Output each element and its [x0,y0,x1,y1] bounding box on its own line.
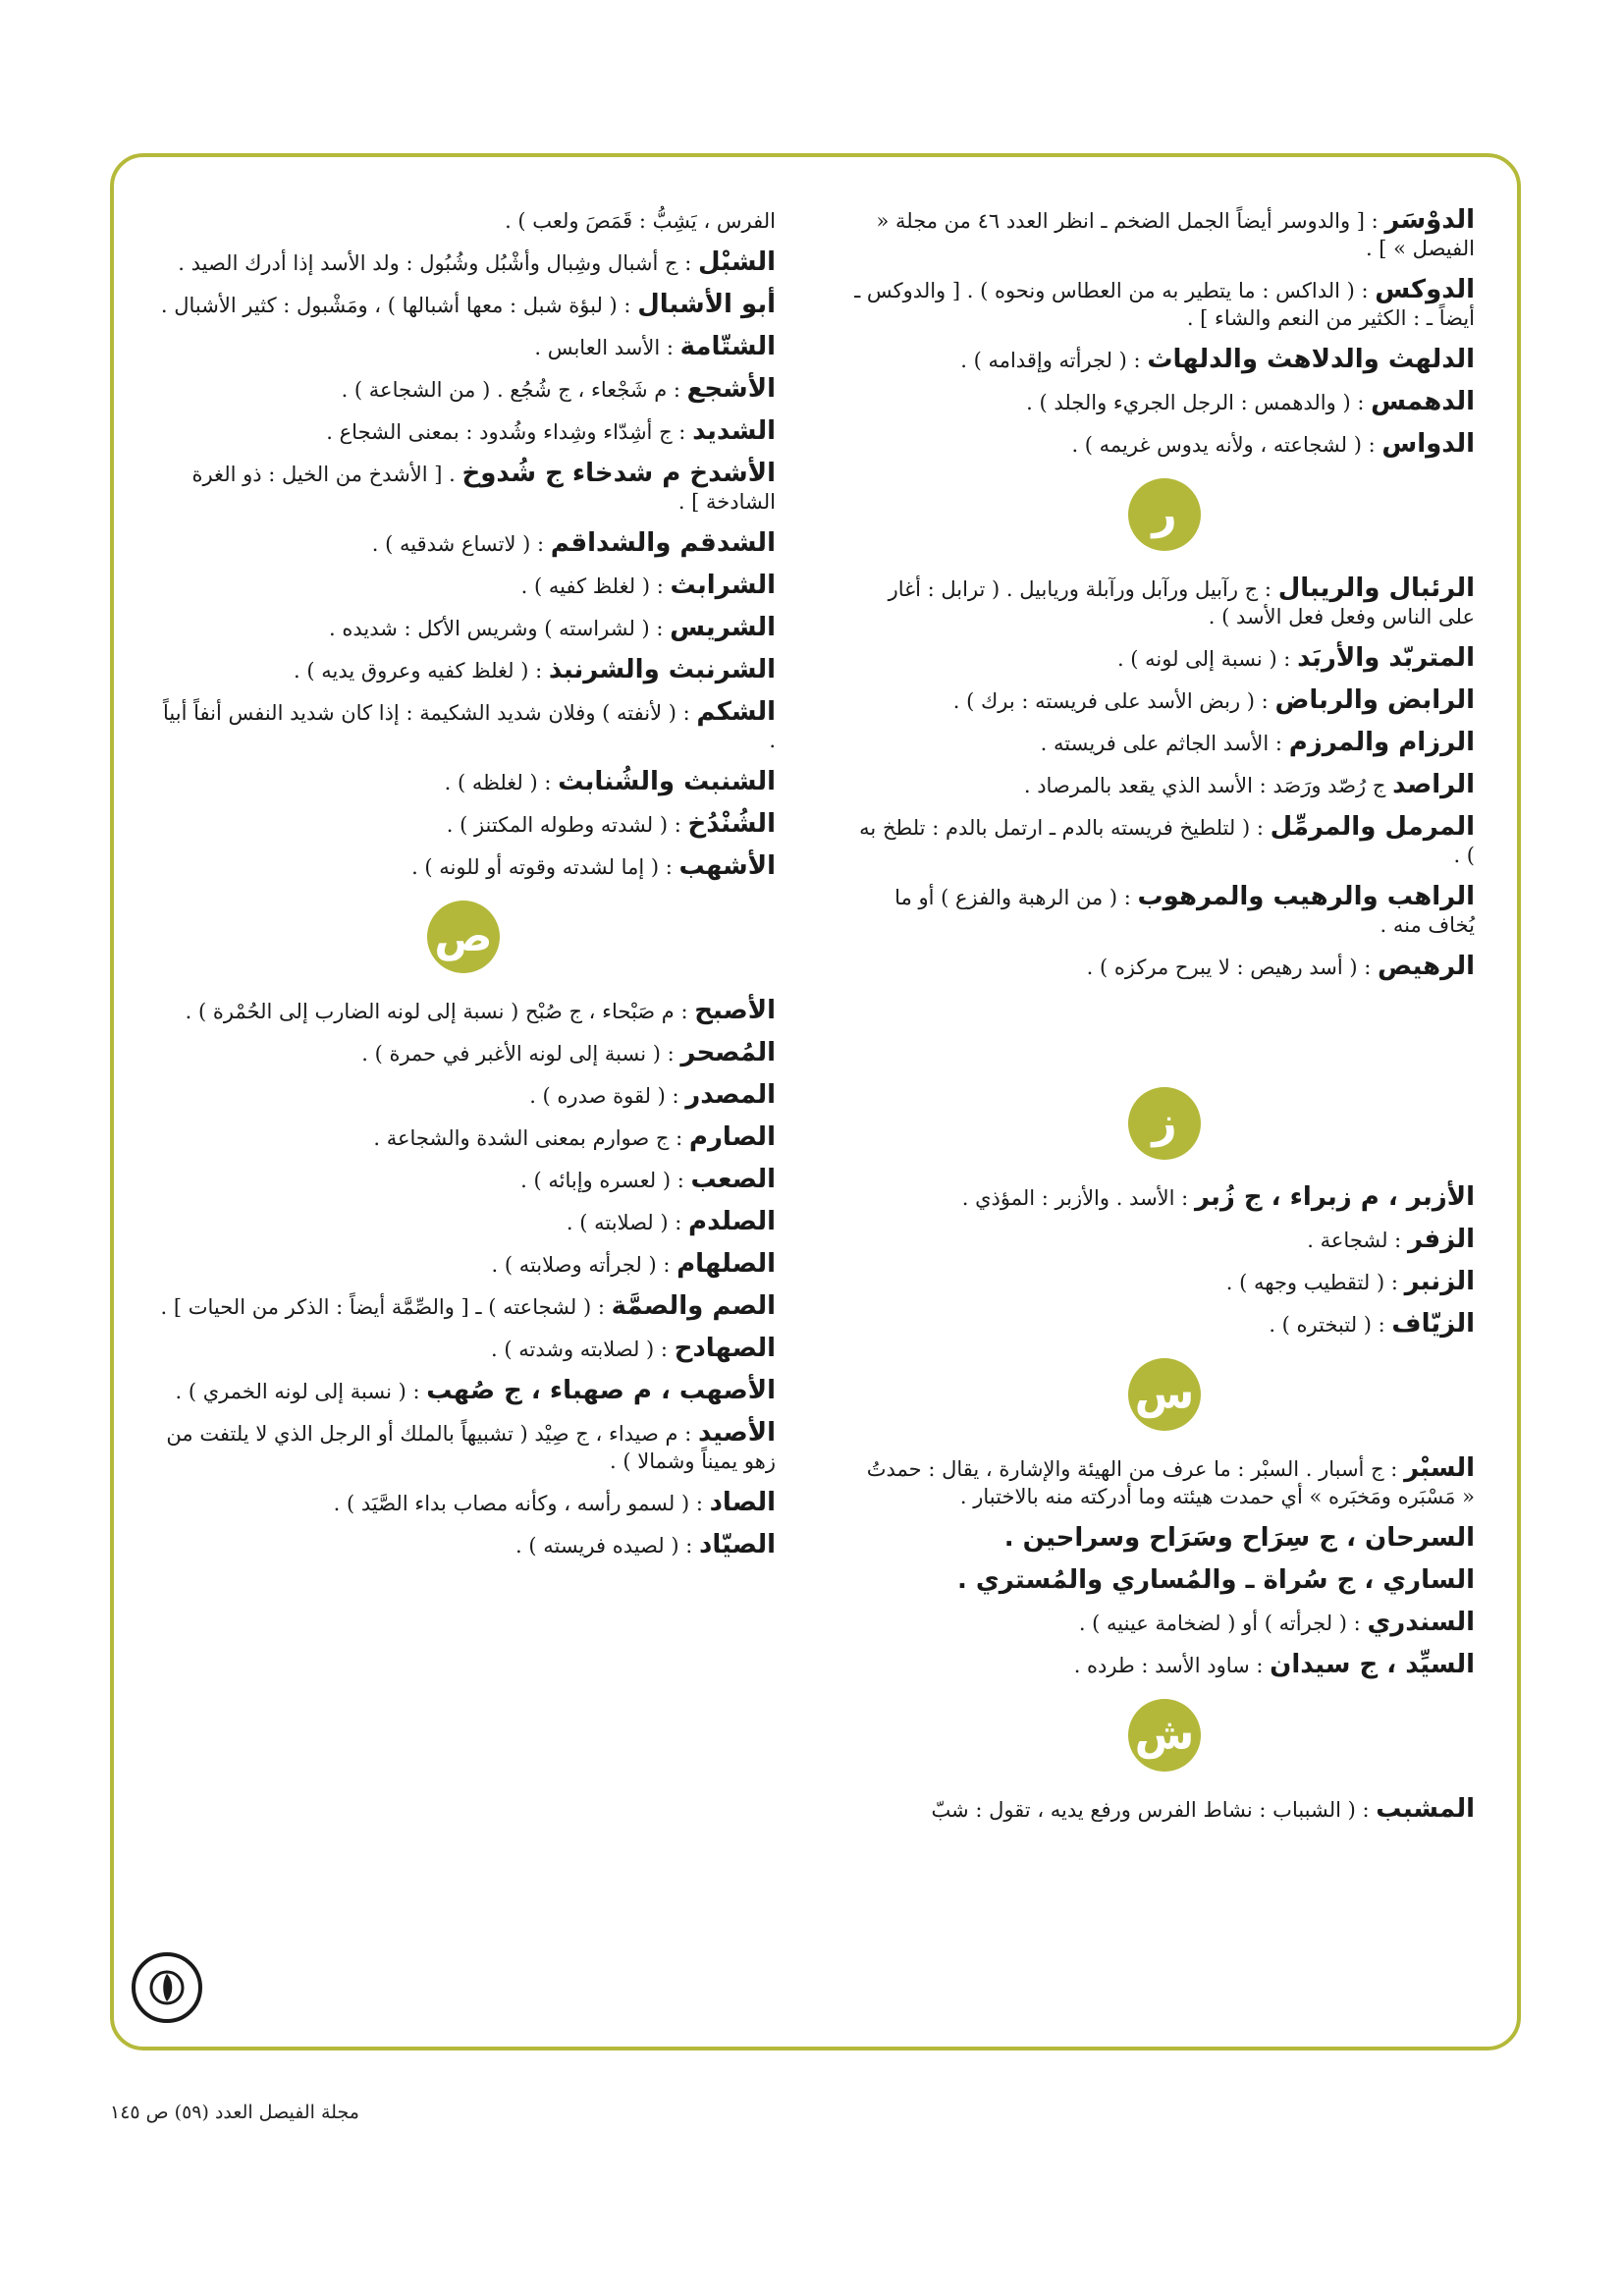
entry-definition: : ( نسبة إلى لونه ) . [1116,647,1291,671]
entry-term: الزنبر [1404,1267,1475,1296]
dictionary-entry [151,460,776,516]
entry-term: الشديد [692,416,776,446]
dictionary-entry [854,1183,1475,1212]
dictionary-entry [151,852,776,881]
dictionary-entry [854,1226,1475,1254]
entry-term: السرحان ، ج سِرَاح وسَرَاح وسراحين . [1003,1523,1475,1553]
entry-definition: : ( نسبة إلى لونه الخمري ) . [175,1380,420,1403]
dictionary-entry [151,206,776,235]
dictionary-entry [151,1531,776,1559]
entry-term: الشدقم والشداقم [550,528,776,558]
entry-term: الشتّامة [679,332,776,361]
entry-term: الأصبح [694,996,776,1025]
dictionary-entry [151,1123,776,1152]
dictionary-entry [854,346,1475,374]
entry-definition: : ( لصلابته وشدته ) . [491,1338,668,1361]
entry-definition: : ج أسبار . السبْر : ما عرف من الهيئة والإشارة ، يقال : حمدتُ « مَسْبَره ومَخبَره » أي حمدت هيئته وما أدركته منه بالاختبار . [866,1457,1475,1508]
entry-definition: : ج صوارم بمعنى الشدة والشجاعة . [373,1126,683,1150]
entry-definition: : ( لصيده فريسته ) . [515,1534,693,1558]
dictionary-entry [854,1566,1475,1595]
dictionary-entry [854,644,1475,673]
dictionary-entry [854,883,1475,939]
entry-term: الصيّاد [698,1530,776,1559]
dictionary-entry [854,388,1475,416]
dictionary-entry [151,1208,776,1236]
entry-term: الصهادح [674,1334,776,1363]
entry-definition: : ( إما لشدته وقوته أو للونه ) . [411,855,673,879]
section-shin-start [854,1795,1475,1824]
entry-definition: الفرس ، يَشِبُّ : قَمَصَ ولعب ) . [505,209,776,233]
letter-badge-s: س [1128,1358,1201,1431]
entry-term: الدوْسَر [1384,205,1475,235]
dictionary-entry [854,1454,1475,1510]
entry-term: الصعب [690,1165,776,1194]
entry-term: الصارم [688,1122,776,1152]
entry-term: الرزام والمرزم [1288,728,1475,757]
entry-term: الأزبر ، م زبراء ، ج زُبر [1194,1182,1475,1212]
dictionary-entry [854,1795,1475,1824]
entry-definition: : ج رآبيل ورآبل ورآبلة وريابيل . ( ترابل : أغار على الناس وفعل فعل الأسد ) . [888,577,1475,629]
entry-term: الرهيص [1378,952,1475,981]
dictionary-entry [854,1268,1475,1296]
entry-definition: : الأسد الجاثم على فريسته . [1040,732,1282,755]
entry-definition: : ( لغلظ كفيه ) . [520,574,664,598]
entry-definition: : ( لتقطيب وجهه ) . [1225,1271,1398,1294]
entry-term: أبو الأشبال [637,290,776,319]
entry-term: الأشجع [686,374,776,404]
entry-definition: : ( لشدته وطوله المكتنز ) . [446,813,681,837]
entry-definition: : ( لسمو رأسه ، وكأنه مصاب بداء الصَّيَد ) . [333,1492,703,1515]
section-shin [151,206,776,881]
entry-definition: ج رُصّد ورَصَد : الأسد الذي يقعد بالمرصاد . [1023,774,1386,797]
entry-definition: : ج أشِدّاء وشِداء وشُدود : بمعنى الشجاع . [326,420,686,444]
dictionary-entry [151,614,776,642]
entry-definition: : ( لعسره وإبائه ) . [520,1169,684,1192]
entry-definition: : ( لتبختره ) . [1269,1313,1385,1337]
entry-term: الدوكس [1375,275,1475,304]
dictionary-entry [854,729,1475,757]
entry-term: الأصيد [697,1418,776,1448]
dictionary-entry [151,698,776,754]
dictionary-entry [151,1081,776,1110]
entry-term: السندري [1367,1608,1475,1637]
dictionary-entry [151,810,776,839]
entry-term: الشنبث والشُنابث [558,767,776,796]
dictionary-entry [854,430,1475,459]
section-zay [854,1183,1475,1339]
letter-badge-sh: ش [1128,1699,1201,1772]
letter-badge-r: ر [1128,478,1201,551]
entry-definition: : ( لجرأته ) أو ( لضخامة عينيه ) . [1078,1612,1361,1635]
entry-term: الشُنْدُخ [687,809,776,839]
entry-definition: : [ والدوسر أيضاً الجمل الضخم ـ انظر العدد ٤٦ من مجلة « الفيصل » ] . [876,209,1475,260]
dictionary-entry [151,572,776,600]
entry-term: المصدر [685,1080,776,1110]
entry-term: الشبْل [698,247,776,277]
entry-definition: : ( لتلطيخ فريسته بالدم ـ ارتمل بالدم : تلطخ به ) . [859,816,1475,867]
dictionary-entry [151,656,776,684]
entry-definition: : ج أشبال وشِبال وأشْبُل وشُبُول : ولد الأسد إذا أدرك الصيد . [178,251,692,275]
entry-term: الشرنبث والشرنبذ [548,655,776,684]
entry-term: المرمل والمرمِّل [1270,812,1475,842]
dictionary-entry [151,1292,776,1321]
entry-term: الدلهث والدلاهث والدلهاث [1147,345,1475,374]
entry-term: الأصهب ، م صهباء ، ج صُهب [426,1376,776,1405]
entry-definition: : ( أسد رهيص : لا يبرح مركزه ) . [1086,956,1372,979]
entry-definition: : ( لغلظ كفيه وعروق يديه ) . [294,659,543,683]
dictionary-entry [151,1335,776,1363]
dictionary-entry [151,768,776,796]
dictionary-entry [151,997,776,1025]
dictionary-entry [151,291,776,319]
entry-term: الشكم [696,697,776,727]
magazine-logo-icon [132,1952,202,2023]
entry-term: الساري ، ج سُراة ـ والمُساري والمُستري . [956,1565,1475,1595]
dictionary-entry [854,686,1475,715]
entry-definition: : ساود الأسد : طرده . [1073,1654,1264,1677]
entry-definition: : ( لأنفته ) وفلان شديد الشكيمة : إذا كان شديد النفس أنفاً أبياً . [162,701,776,752]
entry-term: المتربّد والأربَد [1297,643,1475,673]
entry-definition: : ( ربض الأسد على فريسته : برك ) . [952,689,1269,713]
entry-term: الصاد [709,1488,776,1517]
entry-term: المشبب [1376,1794,1475,1824]
dictionary-entry [854,771,1475,799]
left-column [151,206,776,1573]
dictionary-entry [151,1419,776,1475]
entry-definition: : الأسد العابس . [534,336,674,359]
entry-term: الشرابث [670,571,776,600]
entry-definition: : ( لشجاعته ) ـ [ والصِّمَّة أيضاً : الذكر من الحيات ] . [160,1295,605,1319]
entry-definition: : ( لجرأته وصلابته ) . [491,1253,671,1277]
entry-term: الراصد [1392,770,1475,799]
entry-definition: : الأسد . والأزبر : المؤذي . [961,1186,1189,1210]
entry-term: الدهمس [1371,387,1475,416]
entry-term: الزفر [1407,1225,1475,1254]
entry-definition: : ( لصلابته ) . [566,1211,682,1234]
entry-term: الزيّاف [1391,1309,1475,1339]
entry-term: الصم والصمَّة [611,1291,776,1321]
entry-definition: : ( لقوة صدره ) . [529,1084,679,1108]
entry-term: الصلدم [688,1207,776,1236]
section-sin [854,1454,1475,1679]
entry-definition: : ( والدهمس : الرجل الجريء والجلد ) . [1026,391,1365,414]
entry-definition: : ( لاتساع شدقيه ) . [371,532,545,556]
dictionary-entry [151,375,776,404]
entry-definition: : ( لشجاعته ، ولأنه يدوس غريمه ) . [1071,433,1376,457]
dictionary-entry [151,1039,776,1067]
entry-definition: : ( لشراسته ) وشريس الأكل : شديده . [328,617,664,640]
right-column [854,206,1475,1837]
entry-term: المُصحر [680,1038,776,1067]
entry-definition: . [ الأشدخ من الخيل : ذو الغرة الشادخة ] . [191,463,776,514]
dictionary-entry [151,1166,776,1194]
entry-term: السبْر [1404,1453,1475,1483]
section-sad [151,997,776,1559]
dictionary-entry [854,276,1475,332]
dictionary-entry [854,206,1475,262]
entry-term: الرابض والرباض [1274,685,1475,715]
dictionary-entry [151,333,776,361]
dictionary-entry [151,417,776,446]
entry-term: الرئبال والريبال [1277,574,1475,603]
letter-badge-sad: ص [427,901,500,973]
entry-definition: : ( الشبباب : نشاط الفرس ورفع يديه ، تقول : شبّ [931,1798,1370,1822]
entry-term: الدواس [1381,429,1475,459]
dictionary-entry [854,1609,1475,1637]
entry-definition: : م شَجْعاء ، ج شُجُع . ( من الشجاعة ) . [341,378,680,402]
dictionary-entry [151,529,776,558]
dictionary-entry [151,1489,776,1517]
entry-definition: : م صيداء ، ج صِيْد ( تشبيهاً بالملك أو الرجل الذي لا يلتفت من زهو يميناً وشمالا ) . [166,1422,776,1473]
entry-definition: : ( نسبة إلى لونه الأغبر في حمرة ) . [361,1042,675,1066]
dictionary-entry [151,1377,776,1405]
dictionary-entry [854,1524,1475,1553]
entry-term: الأشهب [678,851,776,881]
dictionary-entry [151,248,776,277]
entry-definition: : ( لبؤة شبل : معها أشبالها ) ، ومَشْبول : كثير الأشبال . [160,294,631,317]
entry-term: الأشدخ م شدخاء ج شُدوخ [461,459,776,488]
dictionary-entry [151,1250,776,1279]
dictionary-entry [854,574,1475,630]
entry-definition: : م صَبْحاء ، ج صُبْح ( نسبة إلى لونه الضارب إلى الحُمْرة ) . [185,1000,688,1023]
entry-term: السيِّد ، ج سيدان [1270,1650,1475,1679]
entry-definition: : ( من الرهبة والفزع ) أو ما يُخاف منه . [894,886,1475,937]
dictionary-entry [854,813,1475,869]
entry-definition: : ( لجرأته وإقدامه ) . [960,349,1141,372]
entry-term: الراهب والرهيب والمرهوب [1137,882,1475,911]
entry-definition: : ( الداكس : ما يتطير به من العطاس ونحوه ) . [ والدوكس ـ أيضاً ـ : الكثير من النعم والشاء ] . [854,279,1475,330]
dictionary-entry [854,1310,1475,1339]
page-footer: مجلة الفيصل العدد (٥٩) ص ١٤٥ [110,2102,359,2123]
entry-term: الشريس [670,613,776,642]
entry-term: الصلهام [676,1249,776,1279]
entry-definition: : ( لغلظه ) . [444,771,552,794]
section-ra [854,574,1475,981]
section-dal [854,206,1475,459]
entry-definition: : لشجاعة . [1307,1229,1402,1252]
letter-badge-z: ز [1128,1087,1201,1160]
dictionary-entry [854,953,1475,981]
dictionary-entry [854,1651,1475,1679]
